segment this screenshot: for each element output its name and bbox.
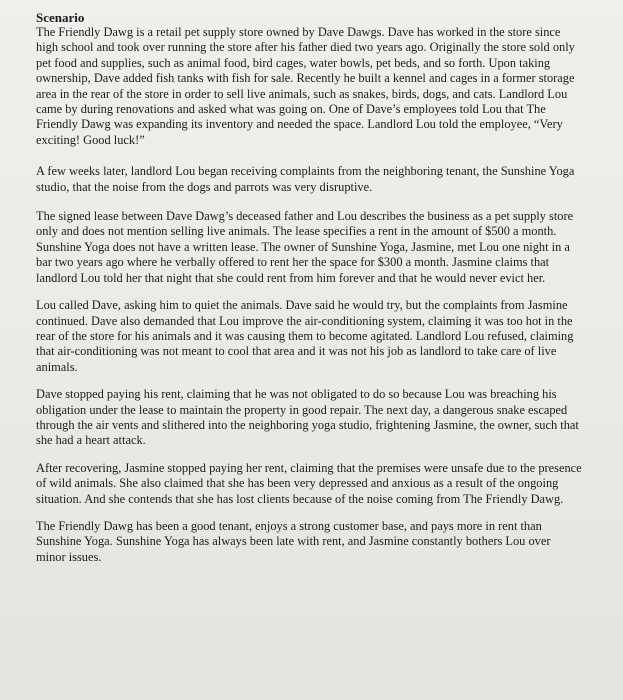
paragraph-tenant-comparison: The Friendly Dawg has been a good tenant, enjoys a strong customer base, and pays more in rent than Sunshine Yoga. Sunshine Yoga has always been late with rent, and Jasmine constantly bothers Lou over minor issues. bbox=[36, 518, 551, 564]
paragraph-air-conditioning: Lou called Dave, asking him to quiet the animals. Dave said he would try, but the complaints from Jasmine continued. Dave also demanded that Lou improve the air-conditioning system, claiming it was too hot in the rear of the store for his animals and it was causing them to become agitated. Landlord Lou refused, claiming that air-conditioning was not meant to cool that area and it was not his job as landlord to take care of live animals. bbox=[36, 298, 574, 374]
scenario-heading: Scenario bbox=[36, 10, 85, 25]
paragraph-noise-complaints: A few weeks later, landlord Lou began receiving complaints from the neighboring tenant, the Sunshine Yoga studio, that the noise from the dogs and parrots was very disruptive. bbox=[36, 164, 575, 194]
paragraph-lease-terms: The signed lease between Dave Dawg’s deceased father and Lou describes the business as a pet supply store only and does not mention selling live animals. The lease specifies a rent in the amount of $500 a month. Sunshine Yoga does not have a written lease. The owner of Sunshine Yoga, Jasmine, met Lou one night in a bar two years ago where he verbally offered to rent her the space for $300 a month. Jasmine claims that landlord Lou told her that night that she could rent from him forever and that he would never evict her. bbox=[36, 209, 574, 285]
paragraph-jasmine-claims: After recovering, Jasmine stopped paying her rent, claiming that the premises were unsafe due to the presence of wild animals. She also claimed that she has been very depressed and anxious as a result of the ongoing situation. And she contends that she has lost clients because of the noise coming from The Friendly Dawg. bbox=[36, 460, 582, 506]
paragraph-store-background: The Friendly Dawg is a retail pet supply store owned by Dave Dawgs. Dave has worked in the store since high school and took over running the store after his father died two years ago. Originally the store sold only pet food and supplies, such as animal food, bird cages, water bowls, pet beds, and so forth. Upon taking ownership, Dave added fish tanks with fish for sale. Recently he built a kennel and cages in a former storage area in the rear of the store in order to sell live animals, such as snakes, birds, dogs, and cats. Landlord Lou came by during renovations and asked what was going on. One of Dave’s employees told Lou that The Friendly Dawg was expanding its inventory and needed the space. Landlord Lou told the employee, “Very exciting! Good luck!” bbox=[36, 25, 575, 147]
paragraph-rent-stopped: Dave stopped paying his rent, claiming that he was not obligated to do so because Lou was breaching his obligation under the lease to maintain the property in good repair. The next day, a dangerous snake escaped through the air vents and slithered into the neighboring yoga studio, frightening Jasmine, the owner, such that she had a heart attack. bbox=[36, 387, 579, 448]
